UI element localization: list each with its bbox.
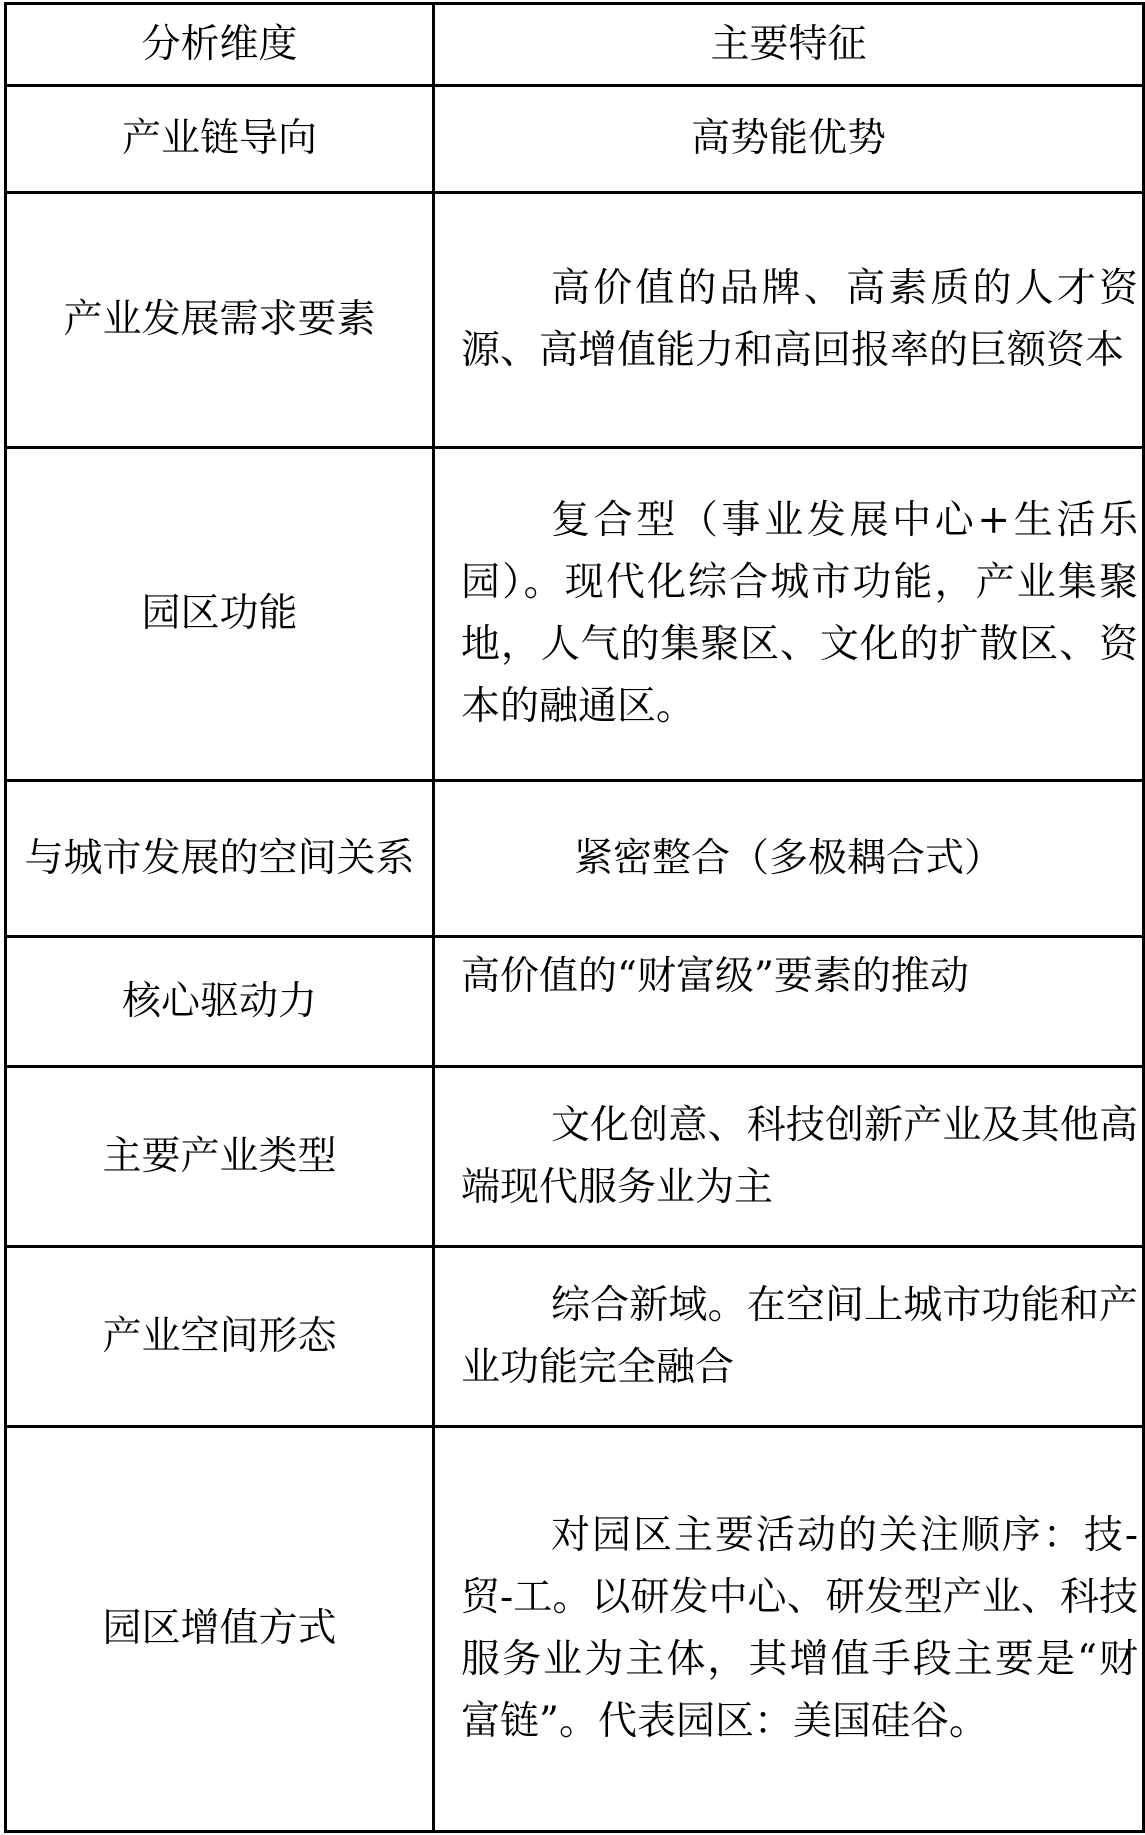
row-feature: 高价值的“财富级”要素的推动 [434, 937, 1144, 1067]
row-feature: 高势能优势 [434, 86, 1144, 193]
row-dimension: 主要产业类型 [6, 1067, 434, 1247]
table-row [6, 1427, 1144, 1832]
analysis-table [4, 2, 1145, 1833]
row-feature: 文化创意、科技创新产业及其他高端现代服务业为主 [434, 1067, 1144, 1247]
row-dimension: 核心驱动力 [6, 937, 434, 1067]
table-row [6, 86, 1144, 193]
row-dimension: 产业发展需求要素 [6, 193, 434, 448]
row-dimension: 园区功能 [6, 448, 434, 781]
table-row [6, 193, 1144, 448]
row-feature: 高价值的品牌、高素质的人才资源、高增值能力和高回报率的巨额资本 [434, 193, 1144, 448]
table-row [6, 448, 1144, 781]
row-feature: 紧密整合（多极耦合式） [434, 781, 1144, 937]
row-dimension: 产业链导向 [6, 86, 434, 193]
table-row [6, 937, 1144, 1067]
row-dimension: 园区增值方式 [6, 1427, 434, 1832]
row-feature: 复合型（事业发展中心+生活乐园）。现代化综合城市功能，产业集聚地，人气的集聚区、文化的扩散区、资本的融通区。 [434, 448, 1144, 781]
header-dimension: 分析维度 [6, 4, 434, 86]
table-row [6, 1247, 1144, 1427]
header-feature: 主要特征 [434, 4, 1144, 86]
table-row [6, 1067, 1144, 1247]
table-row [6, 781, 1144, 937]
table-header-row [6, 4, 1144, 86]
row-dimension: 与城市发展的空间关系 [6, 781, 434, 937]
row-dimension: 产业空间形态 [6, 1247, 434, 1427]
row-feature: 综合新域。在空间上城市功能和产业功能完全融合 [434, 1247, 1144, 1427]
row-feature: 对园区主要活动的关注顺序：技-贸-工。以研发中心、研发型产业、科技服务业为主体，其增值手段主要是“财富链”。代表园区：美国硅谷。 [434, 1427, 1144, 1832]
